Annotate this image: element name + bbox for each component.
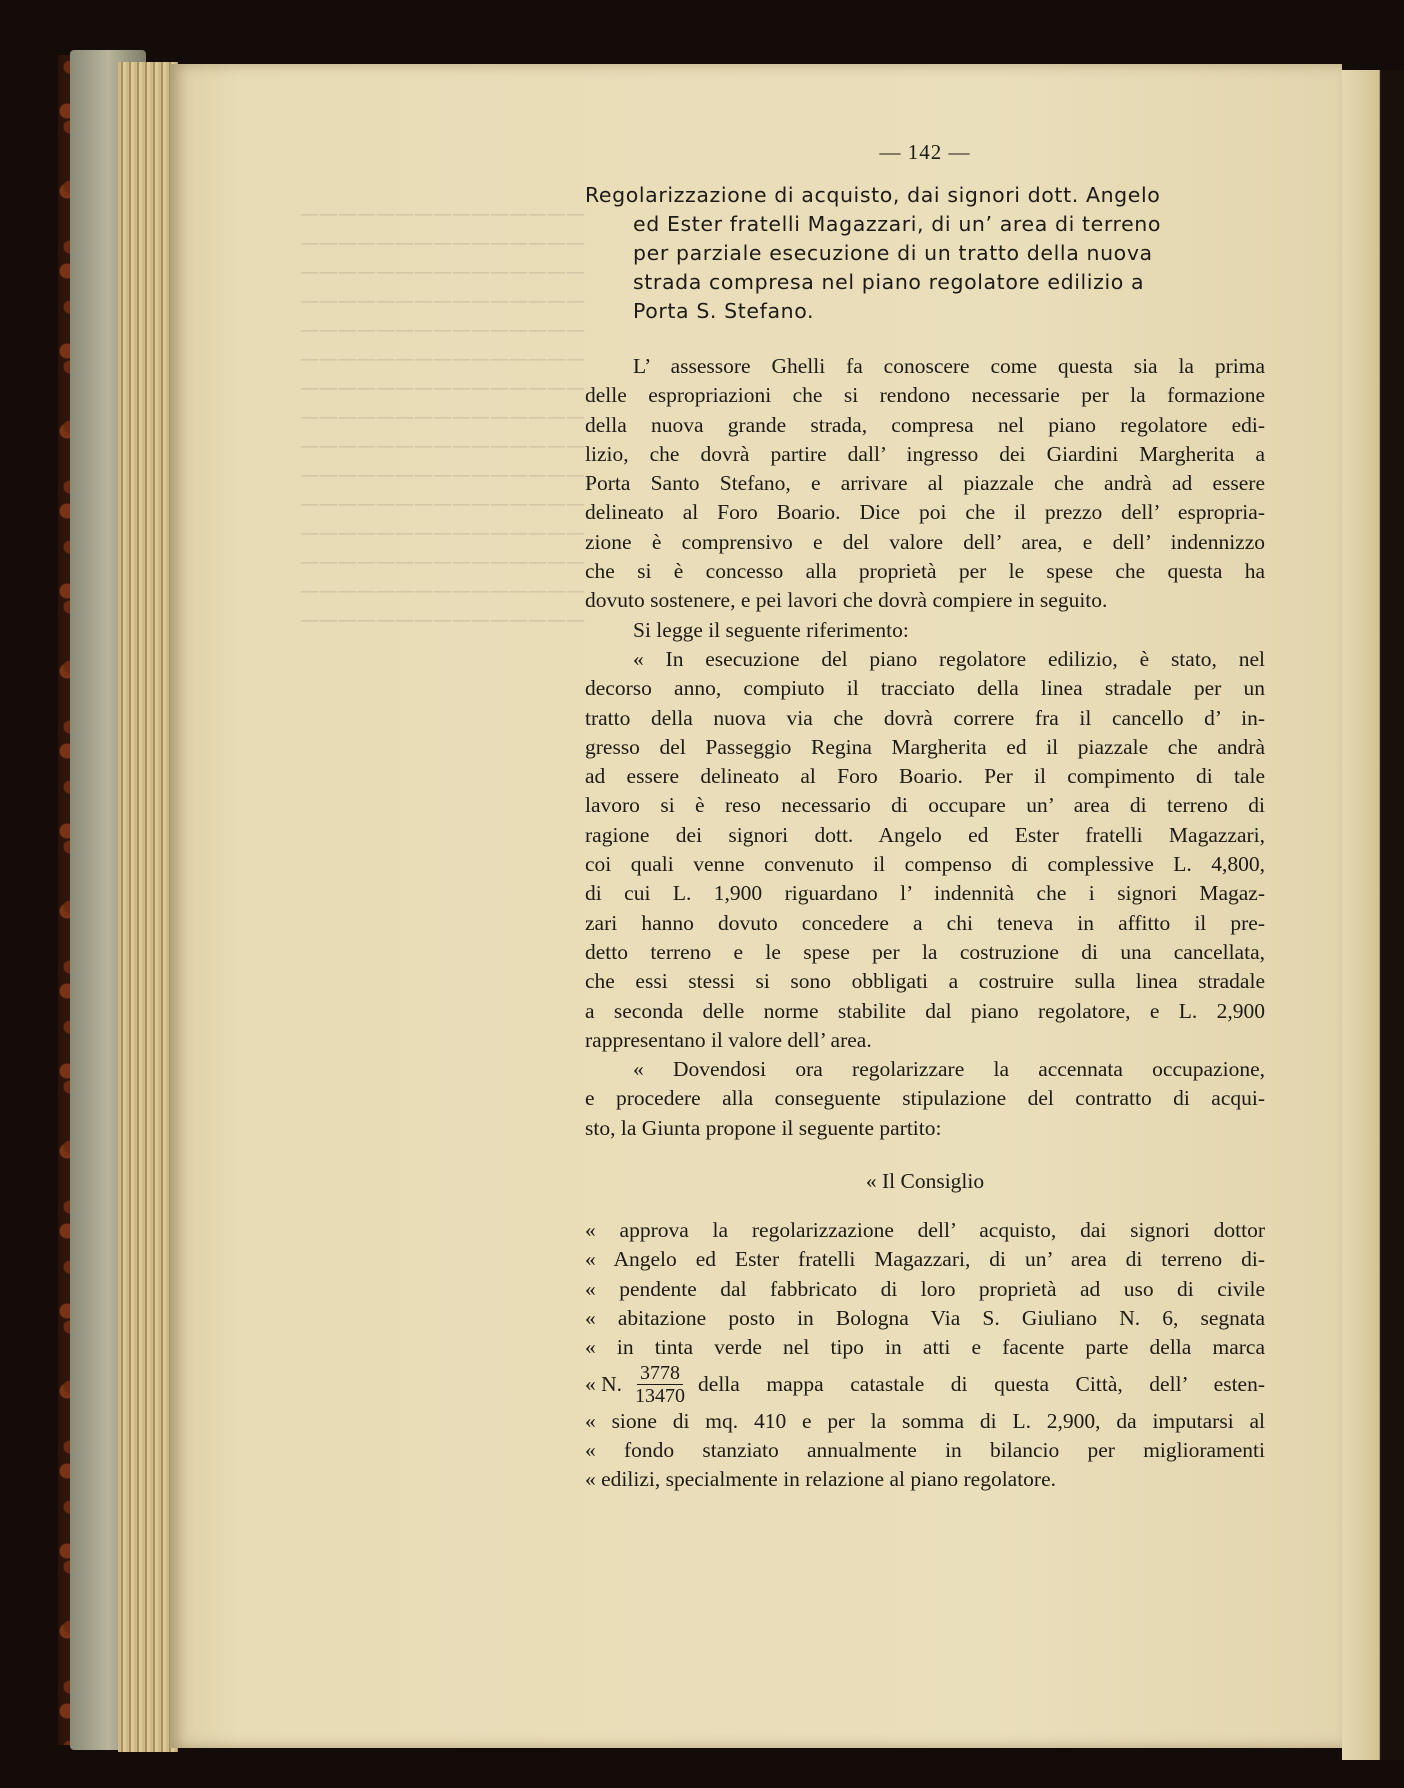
text-line: « pendente dal fabbricato di loro proprietà ad uso di civile <box>585 1276 1265 1301</box>
text-line: dovuto sostenere, e pei lavori che dovrà compiere in seguito. <box>585 588 1108 613</box>
heading-line: Porta S. Stefano. <box>633 299 815 323</box>
text-line: Si legge il seguente riferimento: <box>633 617 909 642</box>
text-line: gresso del Passeggio Regina Margherita ed il piazzale che andrà <box>585 734 1265 759</box>
text-line: L’ assessore Ghelli fa conoscere come questa sia la prima <box>633 354 1265 378</box>
text-line: della nuova grande strada, compresa nel piano regolatore edi- <box>585 412 1265 437</box>
text-line: a seconda delle norme stabilite dal piano regolatore, e L. 2,900 <box>585 998 1265 1023</box>
text-line: « sione di mq. 410 e per la somma di L. 2,900, da imputarsi al <box>585 1408 1265 1433</box>
text-line: « Dovendosi ora regolarizzare la accennata occupazione, <box>633 1057 1265 1082</box>
heading-line: ed Ester fratelli Magazzari, di un’ area di terreno <box>633 212 1162 236</box>
resolution-text-continued <box>585 1407 1265 1495</box>
text-line: che si è concesso alla proprietà per le spese che questa ha <box>585 559 1265 584</box>
text-line: « in tinta verde nel tipo in atti e facente parte della marca <box>585 1335 1265 1360</box>
text-line: lizio, che dovrà partire dall’ ingresso dei Giardini Margherita a <box>585 441 1265 466</box>
text-line: tratto della nuova via che dovrà correre fra il cancello d’ in- <box>585 705 1265 730</box>
text-line: « Angelo ed Ester fratelli Magazzari, di un’ area di terreno di- <box>585 1247 1265 1272</box>
heading-line: Regolarizzazione di acquisto, dai signori dott. Angelo <box>585 183 1161 207</box>
fraction-denominator: 13470 <box>635 1385 686 1407</box>
text-line: lavoro si è reso necessario di occupare un’ area di terreno di <box>585 793 1265 818</box>
text-line: rappresentano il valore dell’ area. <box>585 1027 872 1052</box>
text-line: ragione dei signori dott. Angelo ed Ester fratelli Magazzari, <box>585 822 1265 847</box>
text-line: di cui L. 1,900 riguardano l’ indennità che i signori Magaz- <box>585 881 1265 906</box>
text-line: « approva la regolarizzazione dell’ acquisto, dai signori dottor <box>585 1218 1265 1243</box>
show-through-reverse-text: ——————————————— ——————————————— ——————————————— ——————————————— ——————————————— ——————————————— ——————————————— ——————————————— ——————————————— ——————————————— ——————————————— ——————————————— ——————————————— ——————————————— ——————————————— <box>300 203 585 631</box>
resolution-text <box>585 1216 1265 1362</box>
heading-line: strada compresa nel piano regolatore edilizio a <box>633 270 1145 294</box>
text-line: e procedere alla conseguente stipulazione del contratto di acqui- <box>585 1086 1265 1111</box>
paragraph-proposal <box>585 1055 1265 1143</box>
page-stack-edge <box>118 62 178 1752</box>
text-line: delineato al Foro Boario. Dice poi che il prezzo dell’ espropria- <box>585 500 1265 525</box>
paragraph-report <box>585 645 1265 1055</box>
text-line: « In esecuzione del piano regolatore edilizio, è stato, nel <box>633 646 1265 671</box>
fraction-numerator: 3778 <box>637 1362 683 1385</box>
heading-line: per parziale esecuzione di un tratto della nuova <box>633 241 1153 265</box>
text-line: « abitazione posto in Bologna Via S. Giuliano N. 6, segnata <box>585 1305 1265 1330</box>
council-heading: « Il Consiglio <box>865 1169 985 1194</box>
text-line: sto, la Giunta propone il seguente partito: <box>585 1115 942 1140</box>
map-parcel-line <box>585 1363 1265 1407</box>
parcel-fraction <box>632 1362 688 1407</box>
text-line: delle espropriazioni che si rendono necessarie per la formazione <box>585 383 1265 408</box>
page-content <box>585 140 1265 1494</box>
text-line: « fondo stanziato annualmente in bilancio per miglioramenti <box>585 1437 1265 1462</box>
text-line: coi quali venne convenuto il compenso di complessive L. 4,800, <box>585 852 1265 877</box>
page-number: — 142 — <box>879 140 971 164</box>
text-line: detto terreno e le spese per la costruzione di una cancellata, <box>585 939 1265 964</box>
fraction-suffix: della mappa catastale di questa Città, dell’ esten- <box>698 1372 1265 1396</box>
text-line: decorso anno, compiuto il tracciato della linea stradale per un <box>585 676 1265 701</box>
page-right-edge <box>1342 70 1404 1760</box>
text-line: zari hanno dovuto concedere a chi teneva in affitto il pre- <box>585 910 1265 935</box>
paragraph-reference-intro <box>585 616 1265 645</box>
text-line: Porta Santo Stefano, e arrivare al piazzale che andrà ad essere <box>585 471 1265 496</box>
text-line: che essi stessi si sono obbligati a costruire sulla linea stradale <box>585 969 1265 994</box>
section-heading <box>585 181 1265 326</box>
text-line: zione è comprensivo e del valore dell’ area, e dell’ indennizzo <box>585 529 1265 554</box>
text-line: « edilizi, specialmente in relazione al piano regolatore. <box>585 1467 1057 1492</box>
paragraph-assessor <box>585 352 1265 616</box>
text-line: ad essere delineato al Foro Boario. Per il compimento di tale <box>585 764 1265 789</box>
fraction-prefix: « N. <box>585 1372 623 1396</box>
